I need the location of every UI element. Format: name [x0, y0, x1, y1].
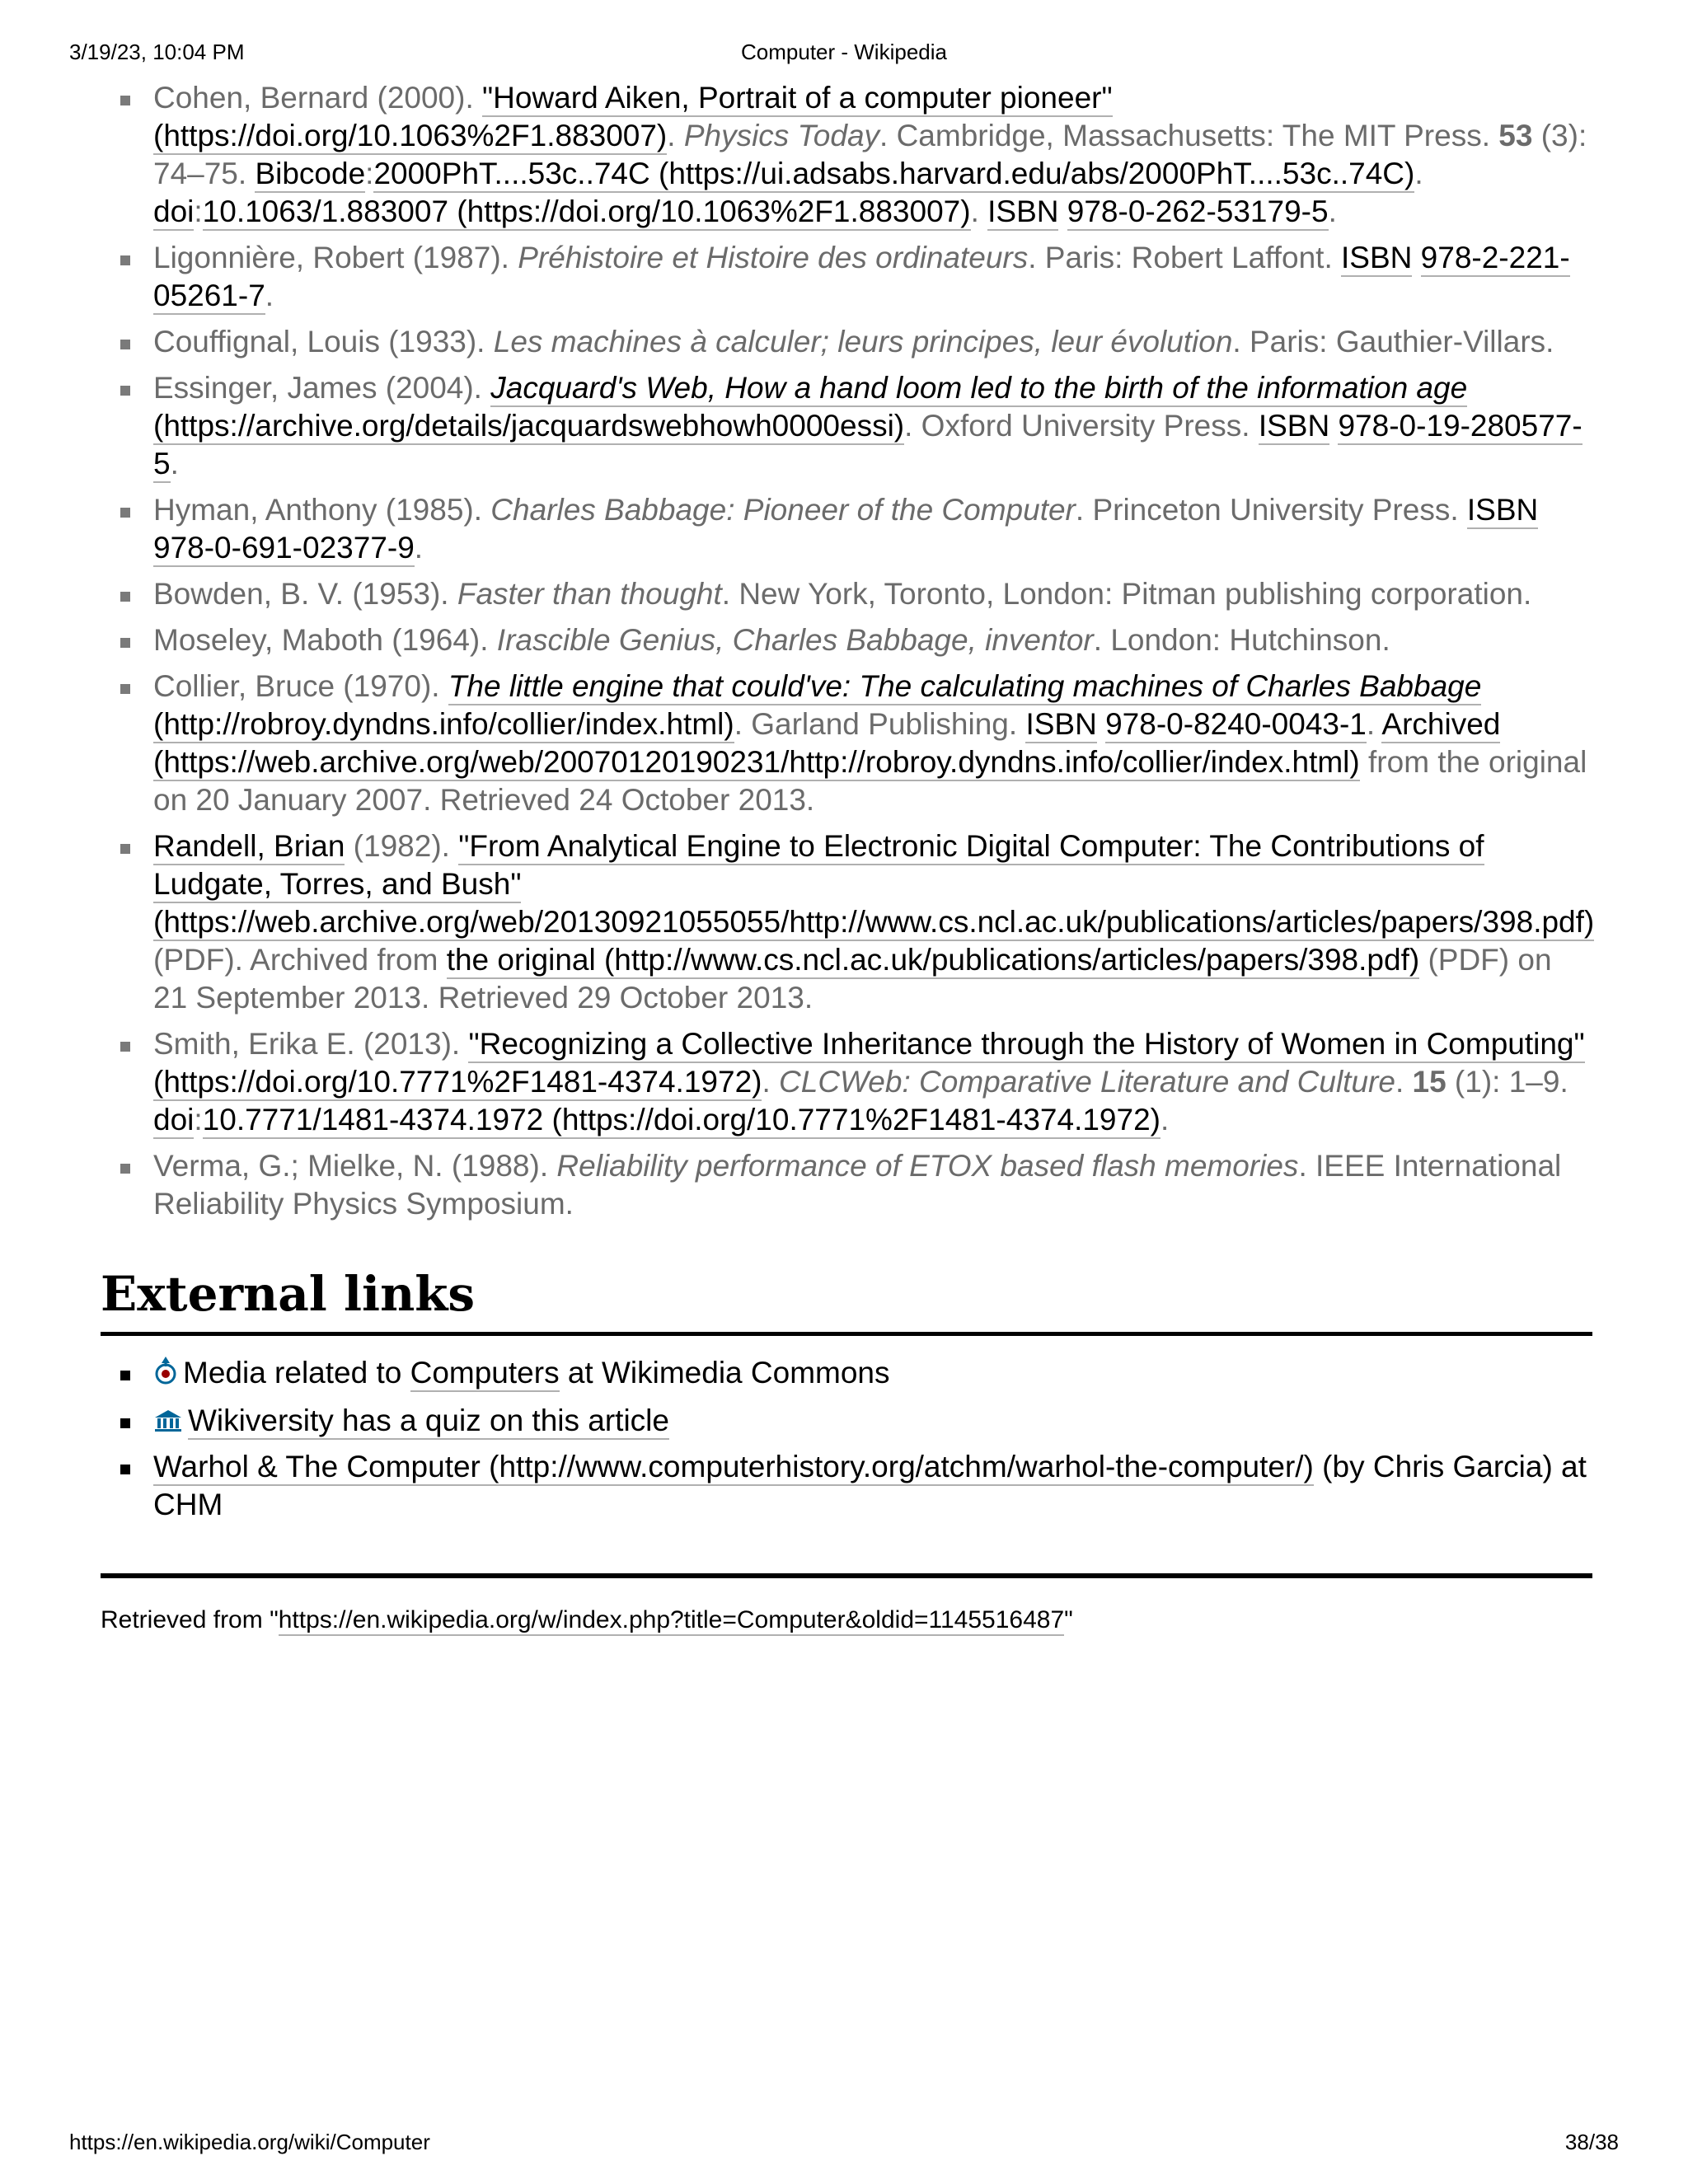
- print-page-number: 38/38: [1564, 2130, 1619, 2154]
- list-item: [101, 575, 1592, 613]
- wikiversity-quiz-link[interactable]: Wikiversity has a quiz on this article: [188, 1404, 669, 1440]
- ref-title-link[interactable]: "Recognizing a Collective Inheritance through the History of Women in Computing" (https://doi.org/10.7771%2F1481-4374.1972): [153, 1027, 1585, 1101]
- bibcode-link[interactable]: 2000PhT....53c..74C (https://ui.adsabs.harvard.edu/abs/2000PhT....53c..74C): [373, 157, 1414, 193]
- ref-text: (PDF) on 21 September 2013. Retrieved 29 October 2013.: [153, 943, 1552, 1015]
- doi-link[interactable]: 10.7771/1481-4374.1972 (https://doi.org/10.7771%2F1481-4374.1972): [203, 1103, 1160, 1139]
- ref-title: The little engine that could've: The calculating machines of Charles Babbage: [448, 669, 1482, 703]
- ref-text: :: [194, 194, 203, 228]
- isbn-label-link[interactable]: ISBN: [1341, 241, 1412, 277]
- ref-author: Verma, G.; Mielke, N. (1988).: [153, 1149, 557, 1183]
- retrieved-text: Retrieved from ": [101, 1605, 279, 1633]
- ref-url: (http://robroy.dyndns.info/collier/index.html): [153, 707, 734, 741]
- list-item: [101, 491, 1592, 567]
- ref-author: Cohen, Bernard (2000).: [153, 81, 483, 115]
- ref-text: [1329, 409, 1338, 443]
- wikiversity-icon: [153, 1404, 183, 1441]
- ref-text: . London: Hutchinson.: [1093, 623, 1390, 657]
- ref-journal: CLCWeb: Comparative Literature and Culture: [779, 1065, 1395, 1099]
- ref-volume: 53: [1498, 119, 1533, 152]
- ref-text: (1): 1–9.: [1446, 1065, 1568, 1099]
- ref-text: . Cambridge, Massachusetts: The MIT Press.: [879, 119, 1499, 152]
- ref-text: .: [265, 279, 274, 312]
- permanent-link[interactable]: https://en.wikipedia.org/w/index.php?title=Computer&oldid=1145516487: [279, 1606, 1064, 1636]
- list-item: [101, 369, 1592, 483]
- ref-text: . Princeton University Press.: [1075, 493, 1467, 527]
- ref-title: Reliability performance of ETOX based flash memories: [556, 1149, 1299, 1183]
- ref-text: from the original on 20 January 2007. Retrieved 24 October 2013.: [153, 745, 1587, 817]
- ref-title: Jacquard's Web, How a hand loom led to the birth of the information age: [490, 371, 1468, 405]
- ref-text: [1097, 707, 1105, 741]
- isbn-label-link[interactable]: ISBN: [1467, 493, 1538, 529]
- ref-text: .: [1160, 1103, 1170, 1137]
- ref-author: Ligonnière, Robert (1987).: [153, 241, 518, 274]
- ref-text: . Paris: Gauthier-Villars.: [1232, 325, 1554, 359]
- external-links-list: [101, 1354, 1592, 1524]
- ref-text: .: [1414, 157, 1423, 190]
- ref-text: .: [667, 119, 684, 152]
- archived-link[interactable]: Archived (https://web.archive.org/web/20070120190231/http://robroy.dyndns.info/collier/index.html): [153, 707, 1500, 781]
- list-item: [101, 621, 1592, 659]
- isbn-label-link[interactable]: ISBN: [987, 194, 1058, 231]
- ext-text: (by Chris Garcia) at CHM: [153, 1449, 1587, 1521]
- list-item: [101, 239, 1592, 315]
- isbn-link[interactable]: 978-0-19-280577-5: [153, 409, 1582, 483]
- ref-text: (3): 74–75.: [153, 119, 1587, 190]
- list-item: [101, 1354, 1592, 1395]
- ref-volume: 15: [1412, 1065, 1447, 1099]
- ext-text: Media related to: [183, 1356, 410, 1390]
- ref-author: Bowden, B. V. (1953).: [153, 577, 457, 611]
- ref-text: .: [414, 531, 424, 565]
- external-links-heading: External links: [101, 1264, 1592, 1336]
- list-item: [101, 1147, 1592, 1223]
- ref-author: Moseley, Maboth (1964).: [153, 623, 497, 657]
- ref-title: Faster than thought: [457, 577, 722, 611]
- computers-commons-link[interactable]: Computers: [410, 1356, 560, 1392]
- ref-author: Collier, Bruce (1970).: [153, 669, 448, 703]
- ext-text: at Wikimedia Commons: [559, 1356, 890, 1390]
- ref-text: . Paris: Robert Laffont.: [1028, 241, 1342, 274]
- ref-title: Préhistoire et Histoire des ordinateurs: [518, 241, 1029, 274]
- ref-title: Les machines à calculer; leurs principes, leur évolution: [493, 325, 1233, 359]
- isbn-link[interactable]: 978-0-691-02377-9: [153, 531, 415, 567]
- list-item: [101, 827, 1595, 1017]
- isbn-label-link[interactable]: ISBN: [1025, 707, 1096, 743]
- ref-author: Essinger, James (2004).: [153, 371, 491, 405]
- print-header: [0, 40, 1688, 68]
- ref-url: (https://archive.org/details/jacquardswebhowh0000essi): [153, 409, 905, 443]
- ref-text: . Oxford University Press.: [904, 409, 1259, 443]
- ref-text: .: [1328, 194, 1337, 228]
- warhol-link[interactable]: Warhol & The Computer (http://www.computerhistory.org/atchm/warhol-the-computer/): [153, 1450, 1314, 1486]
- list-item: [101, 668, 1592, 819]
- ref-title-link[interactable]: "Howard Aiken, Portrait of a computer pioneer" (https://doi.org/10.1063%2F1.883007): [153, 81, 1113, 155]
- doi-link[interactable]: 10.1063/1.883007 (https://doi.org/10.1063%2F1.883007): [203, 194, 971, 231]
- content-end-rule: [101, 1573, 1592, 1578]
- list-item: [101, 1448, 1592, 1524]
- ref-text: .: [970, 194, 988, 228]
- ref-text: .: [1366, 707, 1382, 741]
- ref-text: . IEEE International Reliability Physics Symposium.: [153, 1149, 1562, 1221]
- ref-journal: Physics Today: [683, 119, 880, 152]
- isbn-link[interactable]: 978-0-8240-0043-1: [1105, 707, 1367, 743]
- isbn-link[interactable]: 978-0-262-53179-5: [1067, 194, 1329, 231]
- ref-text: [1412, 241, 1420, 274]
- further-reading-list: [101, 79, 1595, 1223]
- ref-text: :: [194, 1103, 203, 1137]
- wikimedia-commons-icon: [153, 1355, 178, 1395]
- ref-title-link[interactable]: "From Analytical Engine to Electronic Digital Computer: The Contributions of Ludgate, Torres, and Bush" (https://web.archive.org/web/20130921055055/http://www.cs.ncl.ac.uk/publications/articles/papers/398.pdf): [153, 829, 1594, 941]
- list-item: [101, 1402, 1592, 1441]
- list-item: [101, 1025, 1592, 1139]
- retrieved-text: ": [1064, 1605, 1073, 1633]
- bibcode-label-link[interactable]: Bibcode: [255, 157, 365, 193]
- doi-label-link[interactable]: doi: [153, 1103, 194, 1139]
- ref-title: Irascible Genius, Charles Babbage, inventor: [496, 623, 1094, 657]
- ref-text: . New York, Toronto, London: Pitman publishing corporation.: [721, 577, 1532, 611]
- ref-title: Charles Babbage: Pioneer of the Computer: [490, 493, 1076, 527]
- list-item: [101, 79, 1592, 231]
- ref-text: .: [762, 1065, 780, 1099]
- print-datetime: 3/19/23, 10:04 PM: [69, 40, 245, 64]
- original-link[interactable]: the original (http://www.cs.ncl.ac.uk/publications/articles/papers/398.pdf): [447, 943, 1419, 979]
- ref-text: (PDF). Archived from: [153, 943, 447, 977]
- print-url: https://en.wikipedia.org/wiki/Computer: [69, 2130, 430, 2154]
- doi-label-link[interactable]: doi: [153, 194, 194, 231]
- ref-text: .: [170, 447, 179, 480]
- ref-text: . Garland Publishing.: [734, 707, 1026, 741]
- retrieved-from: [101, 1606, 1592, 1634]
- isbn-link[interactable]: 978-2-221-05261-7: [153, 241, 1570, 315]
- ref-text: (1982).: [345, 829, 459, 863]
- ref-author: Smith, Erika E. (2013).: [153, 1027, 469, 1061]
- ref-text: :: [365, 157, 374, 190]
- print-title: Computer - Wikipedia: [741, 40, 947, 64]
- print-footer: [0, 2130, 1688, 2158]
- ref-author: Hyman, Anthony (1985).: [153, 493, 491, 527]
- ref-author: Couffignal, Louis (1933).: [153, 325, 494, 359]
- ref-text: [1058, 194, 1067, 228]
- ref-text: .: [1395, 1065, 1413, 1099]
- isbn-label-link[interactable]: ISBN: [1259, 409, 1329, 445]
- list-item: [101, 323, 1592, 361]
- article-content: [101, 79, 1595, 1634]
- author-link[interactable]: Randell, Brian: [153, 829, 345, 865]
